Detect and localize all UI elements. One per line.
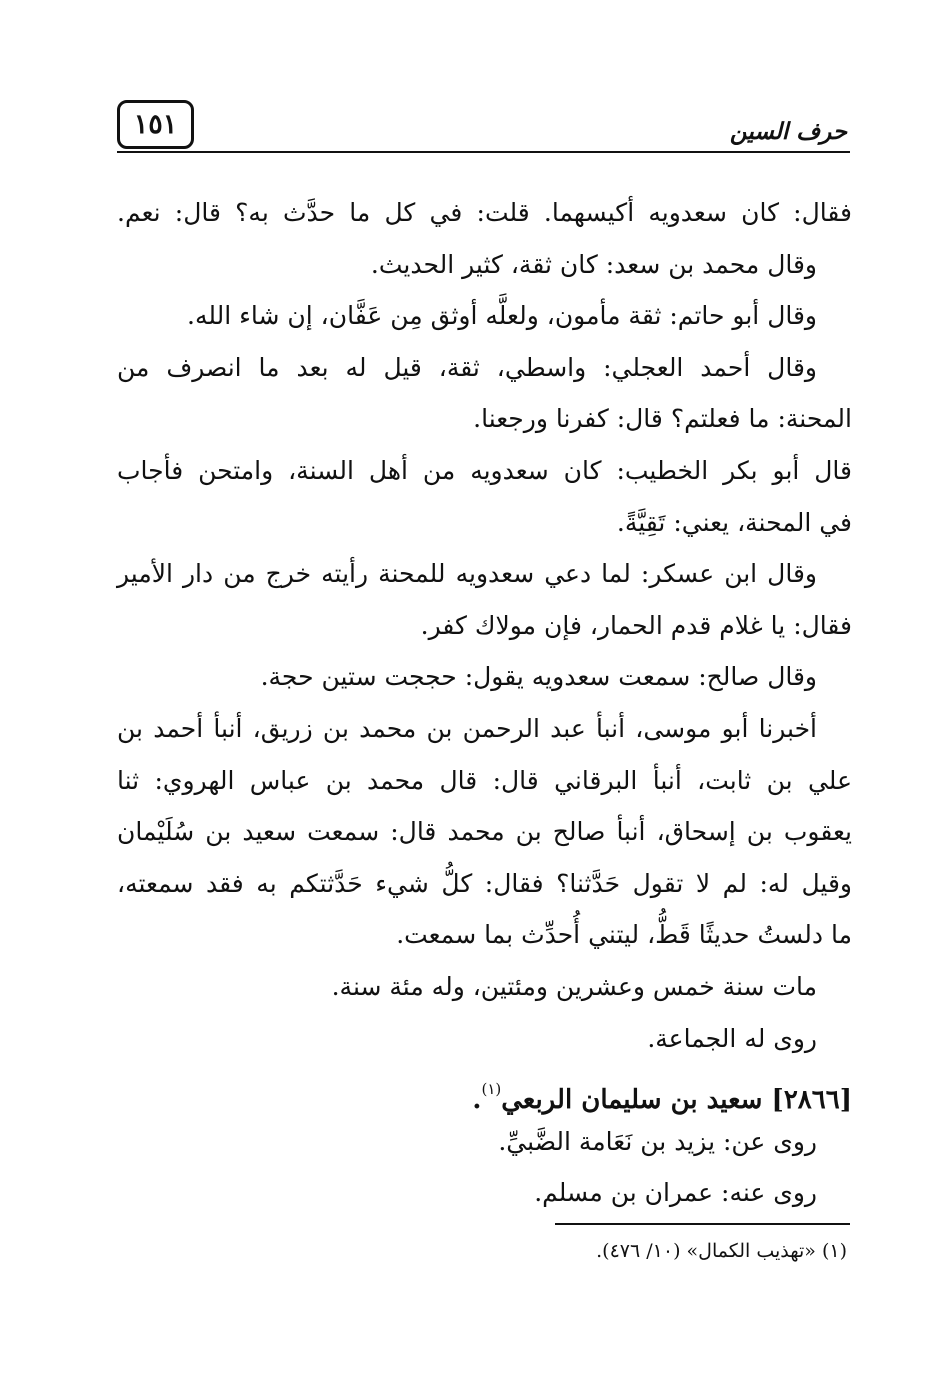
text-line: مات سنة خمس وعشرين ومئتين، وله مئة سنة. (331, 971, 817, 1001)
text-line: وقال ابن عسكر: لما دعي سعدويه للمحنة رأيته خرج من دار الأمير (117, 559, 817, 589)
text-line: وقال أحمد العجلي: واسطي، ثقة، قيل له بعد ما انصرف من (117, 352, 817, 382)
text-line: روى عن: يزيد بن نَعَامة الضَّبيِّ. (498, 1126, 817, 1156)
text-line: ما دلستُ حديثًا قَطُّ، ليتني أُحدِّث بما سمعت. (396, 920, 852, 950)
text-line: وقال محمد بن سعد: كان ثقة، كثير الحديث. (370, 249, 817, 279)
running-title: حرف السين (729, 118, 847, 145)
text-line: يعقوب بن إسحاق، أنبأ صالح بن محمد قال: سمعت سعيد بن سُلَيْمان (117, 817, 852, 847)
text-line: في المحنة، يعني: تَقِيَّةً. (616, 507, 852, 537)
text-line: وقيل له: لم لا تقول حَدَّثنا؟ فقال: كلُّ شيء حَدَّثتكم به فقد سمعته، (117, 868, 852, 898)
text-line: روى له الجماعة. (647, 1023, 817, 1053)
text-line: روى عنه: عمران بن مسلم. (534, 1178, 817, 1208)
text-line: فقال: يا غلام قدم الحمار، فإن مولاك كفر. (420, 610, 852, 640)
header-rule (117, 151, 850, 153)
page-number: ١٥١ (133, 109, 178, 140)
text-line: فقال: كان سعدويه أكيسهما. قلت: في كل ما حدَّث به؟ قال: نعم. (117, 198, 852, 227)
footnote-rule (555, 1223, 850, 1225)
entry-heading-text: [٢٨٦٦] سعيد بن سليمان الربعي (501, 1085, 852, 1116)
page-number-box (117, 100, 194, 149)
text-line: المحنة: ما فعلتم؟ قال: كفرنا ورجعنا. (473, 404, 852, 434)
text-line: وقال صالح: سمعت سعدويه يقول: حججت ستين حجة. (260, 662, 817, 692)
text-line: قال أبو بكر الخطيب: كان سعدويه من أهل السنة، وامتحن فأجاب (117, 455, 852, 485)
text-line: وقال أبو حاتم: ثقة مأمون، ولعلَّه أوثق مِن عَفَّان، إن شاء الله. (187, 301, 817, 331)
footnote: (١) «تهذيب الكمال» (١٠/ ٤٧٦). (596, 1240, 847, 1262)
footnote-marker: (١) (481, 1080, 502, 1099)
entry-heading-end: . (472, 1085, 482, 1116)
entry-heading (117, 1064, 852, 1116)
text-line: علي بن ثابت، أنبأ البرقاني قال: قال محمد بن عباس الهروي: ثنا (117, 765, 852, 795)
page-body (117, 187, 852, 1219)
text-line: أخبرنا أبو موسى، أنبأ عبد الرحمن بن محمد بن زريق، أنبأ أحمد بن (117, 713, 817, 743)
